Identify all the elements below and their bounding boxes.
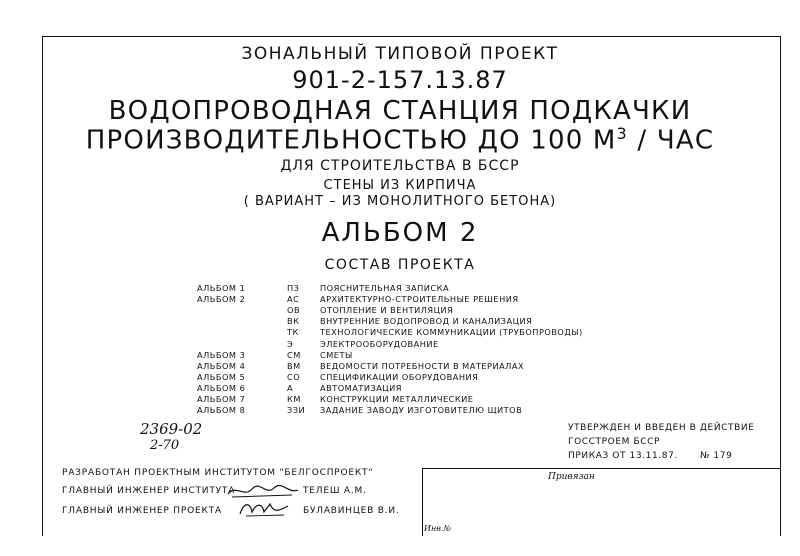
table-row-code: СО (287, 371, 301, 382)
table-row-code: ОВ (287, 305, 301, 316)
table-row-code: ВК (287, 316, 300, 327)
chief-engineer-project-name: БУЛАВИНЦЕВ В.И. (303, 506, 400, 516)
table-row-description: КОНСТРУКЦИИ МЕТАЛЛИЧЕСКИЕ (320, 394, 474, 404)
variant-subtitle: ( ВАРИАНТ – ИЗ МОНОЛИТНОГО БЕТОНА) (243, 194, 557, 209)
table-row-album: АЛЬБОМ 8 (197, 405, 246, 416)
composition-heading: СОСТАВ ПРОЕКТА (324, 257, 476, 273)
approval-line-1: УТВЕРЖДЕН И ВВЕДЕН В ДЕЙСТВИЕ (568, 423, 755, 433)
table-row-code: Э (287, 338, 294, 349)
title-line-1: ВОДОПРОВОДНАЯ СТАНЦИЯ ПОДКАЧКИ (108, 96, 692, 126)
table-row-album: АЛЬБОМ 3 (197, 349, 246, 360)
approval-line-2: ГОССТРОЕМ БССР (568, 437, 661, 447)
table-row-code: ПЗ (287, 283, 300, 293)
table-row-code: АС (287, 294, 300, 305)
table-row-description: СМЕТЫ (320, 349, 353, 360)
table-row-album: АЛЬБОМ 2 (197, 294, 246, 305)
table-row-description: АВТОМАТИЗАЦИЯ (320, 382, 402, 393)
chief-engineer-project-label: ГЛАВНЫЙ ИНЖЕНЕР ПРОЕКТА (62, 506, 222, 516)
chief-engineer-institute-name: ТЕЛЕШ А.М. (303, 486, 367, 496)
title-line-2-suffix: / ЧАС (627, 125, 715, 156)
handwritten-number-2: 2-70 (150, 438, 180, 453)
table-row-album: АЛЬБОМ 1 (197, 283, 246, 293)
frame-right-border (780, 36, 781, 536)
table-row-album: АЛЬБОМ 7 (197, 394, 246, 404)
title-line-2 (40, 124, 760, 156)
table-row-description: ТЕХНОЛОГИЧЕСКИЕ КОММУНИКАЦИИ (ТРУБОПРОВОДЫ) (320, 327, 583, 338)
walls-subtitle: СТЕНЫ ИЗ КИРПИЧА (323, 178, 477, 193)
signature-project-engineer (236, 498, 292, 520)
inventory-number-label: Инв.№ (424, 524, 452, 533)
table-row-description: ЭЛЕКТРООБОРУДОВАНИЕ (320, 338, 439, 349)
table-row-code: СМ (287, 349, 301, 360)
table-row-code: ВМ (287, 360, 301, 371)
project-number: 901-2-157.13.87 (292, 66, 508, 94)
title-line-2-superscript: 3 (616, 124, 628, 143)
approval-order-number: № 179 (700, 451, 733, 461)
table-row-album: АЛЬБОМ 6 (197, 382, 246, 393)
table-row-description: ВЕДОМОСТИ ПОТРЕБНОСТИ В МАТЕРИАЛАХ (320, 360, 525, 371)
table-row-description: ОТОПЛЕНИЕ И ВЕНТИЛЯЦИЯ (320, 305, 454, 316)
title-line-2-prefix: ПРОИЗВОДИТЕЛЬНОСТЬЮ ДО 100 М (85, 125, 617, 156)
chief-engineer-institute-label: ГЛАВНЫЙ ИНЖЕНЕР ИНСТИТУТА (62, 486, 236, 496)
table-row-code: ТК (287, 327, 299, 338)
table-row-code: КМ (287, 394, 301, 404)
frame-top-border (42, 36, 780, 37)
table-row-code: А (287, 382, 294, 393)
table-row-album: АЛЬБОМ 4 (197, 360, 246, 371)
table-row-description: ЗАДАНИЕ ЗАВОДУ ИЗГОТОВИТЕЛЮ ЩИТОВ (320, 405, 523, 416)
table-row-description: ПОЯСНИТЕЛЬНАЯ ЗАПИСКА (320, 283, 450, 293)
developer-line: РАЗРАБОТАН ПРОЕКТНЫМ ИНСТИТУТОМ "БЕЛГОСПРОЕКТ" (62, 468, 374, 478)
album-heading: АЛЬБОМ 2 (321, 218, 479, 248)
for-construction: ДЛЯ СТРОИТЕЛЬСТВА В БССР (280, 158, 520, 174)
approval-line-3: ПРИКАЗ ОТ 13.11.87. (568, 451, 678, 461)
table-row-description: ВНУТРЕННИЕ ВОДОПРОВОД И КАНАЛИЗАЦИЯ (320, 316, 533, 327)
handwritten-number-1: 2369-02 (140, 420, 203, 438)
table-row-description: АРХИТЕКТУРНО-СТРОИТЕЛЬНЫЕ РЕШЕНИЯ (320, 294, 519, 305)
privyazan-label: Привязан (548, 472, 595, 482)
stamp-box-left-border (422, 468, 423, 536)
table-row-description: СПЕЦИФИКАЦИИ ОБОРУДОВАНИЯ (320, 371, 479, 382)
zonal-project-heading: ЗОНАЛЬНЫЙ ТИПОВОЙ ПРОЕКТ (241, 44, 559, 64)
stamp-box-top-border (422, 468, 780, 469)
table-row-album: АЛЬБОМ 5 (197, 371, 246, 382)
table-row-code: ЗЗИ (287, 405, 306, 416)
